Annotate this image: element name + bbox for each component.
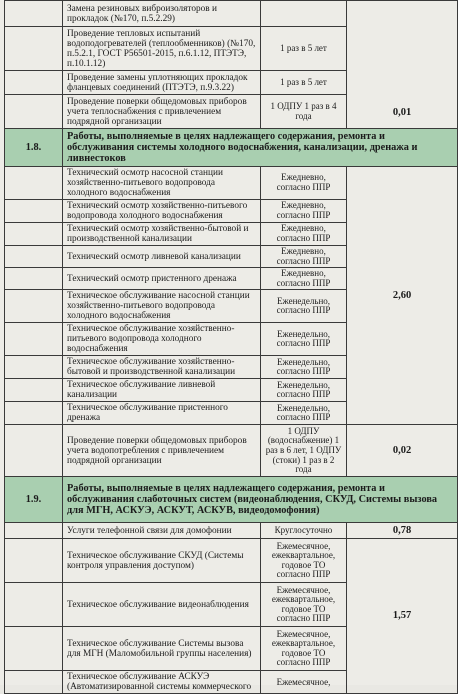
frequency: Еженедельно, согласно ППР — [261, 323, 347, 356]
frequency: Ежедневно, согласно ППР — [261, 246, 347, 268]
number-cell — [5, 200, 63, 223]
work-name: Технический осмотр хозяйственно-питьевого водопровода холодного водоснабжения — [63, 200, 261, 223]
frequency: Ежедневно, согласно ППР — [261, 167, 347, 200]
work-name: Проведение тепловых испытаний водоподогревателей (теплообменников) (№170, п.5.2.1, ГОСТ Р56501-2015, п.6.1.12, ПТЭТЭ, п.10.1.12) — [63, 27, 261, 71]
frequency: Еженедельно, согласно ППР — [261, 290, 347, 323]
section-number: 1.9. — [5, 477, 63, 523]
frequency: 1 ОДПУ (водоснабжение) 1 раз в 6 лет, 1 ОДПУ (стоки) 1 раз в 2 года — [261, 425, 347, 477]
work-name: Техническое обслуживание ливневой канализации — [63, 379, 261, 402]
frequency: Ежедневно, согласно ППР — [261, 268, 347, 290]
frequency: 1 раз в 5 лет — [261, 71, 347, 95]
number-cell — [5, 71, 63, 95]
number-cell — [5, 323, 63, 356]
frequency: Круглосуточно — [261, 523, 347, 539]
number-cell — [5, 167, 63, 200]
number-cell — [5, 402, 63, 425]
table-row — [5, 167, 458, 200]
section-number: 1.8. — [5, 129, 63, 167]
number-cell — [5, 268, 63, 290]
table-row — [5, 425, 458, 477]
frequency: Ежемесячное, ежеквартальное, годовое ТО согласно ППР — [261, 583, 347, 627]
section-title: Работы, выполняемые в целях надлежащего содержания, ремонта и обслуживания системы холодного водоснабжения, канализации, дренажа и ливнестоков — [63, 129, 458, 167]
work-name: Проведение поверки общедомовых приборов учета теплоснабжения с привлечением подрядной организации — [63, 95, 261, 129]
number-cell — [5, 583, 63, 627]
frequency: Ежемесячное, — [261, 671, 347, 694]
work-name: Технический осмотр насосной станции хозяйственно-питьевого водопровода холодного водоснабжения — [63, 167, 261, 200]
number-cell — [5, 627, 63, 671]
table-row — [5, 539, 458, 583]
work-name: Техническое обслуживание АСКУЭ (Автоматизированной системы коммерческого — [63, 671, 261, 694]
work-name: Технический осмотр хозяйственно-бытовой и производственной канализации — [63, 223, 261, 246]
table-row — [5, 1, 458, 27]
work-name: Техническое обслуживание СКУД (Системы контроля управления доступом) — [63, 539, 261, 583]
frequency: Ежедневно, согласно ППР — [261, 200, 347, 223]
frequency: Ежедневно, согласно ППР — [261, 223, 347, 246]
cost-cell: 0,78 — [347, 523, 458, 539]
number-cell — [5, 290, 63, 323]
frequency: Еженедельно, согласно ППР — [261, 356, 347, 379]
number-cell — [5, 539, 63, 583]
number-cell — [5, 379, 63, 402]
section-header-1-9 — [5, 477, 458, 523]
work-name: Техническое обслуживание Системы вызова для МГН (Маломобильной группы населения) — [63, 627, 261, 671]
frequency: 1 раз в 5 лет — [261, 27, 347, 71]
frequency: 1 ОДПУ 1 раз в 4 года — [261, 95, 347, 129]
number-cell — [5, 523, 63, 539]
number-cell — [5, 223, 63, 246]
cost-cell: 2,60 — [347, 167, 458, 425]
frequency: Ежемесячное, ежеквартальное, годовое ТО согласно ППР — [261, 627, 347, 671]
number-cell — [5, 1, 63, 27]
number-cell — [5, 27, 63, 71]
frequency: Еженедельно, согласно ППР — [261, 402, 347, 425]
section-title: Работы, выполняемые в целях надлежащего содержания, ремонта и обслуживания слаботочных систем (видеонаблюдения, СКУД, Системы вызова для МГН, АСКУЭ, АСКУТ, АСКУВ, видеодомофония) — [63, 477, 458, 523]
number-cell — [5, 95, 63, 129]
frequency: Ежемесячное, ежеквартальное, годовое ТО согласно ППР — [261, 539, 347, 583]
number-cell — [5, 356, 63, 379]
work-name: Проведение замены уплотняющих прокладок фланцевых соединений (ПТЭТЭ, п.9.3.22) — [63, 71, 261, 95]
work-name: Технический осмотр пристенного дренажа — [63, 268, 261, 290]
cost-cell: 0,02 — [347, 425, 458, 477]
table-row — [5, 523, 458, 539]
work-name: Техническое обслуживание видеонаблюдения — [63, 583, 261, 627]
work-name: Техническое обслуживание насосной станции хозяйственно-питьевого водопровода холодного водоснабжения — [63, 290, 261, 323]
number-cell — [5, 671, 63, 694]
number-cell — [5, 246, 63, 268]
frequency — [261, 1, 347, 27]
work-name: Технический осмотр ливневой канализации — [63, 246, 261, 268]
section-header-1-8 — [5, 129, 458, 167]
cost-cell: 1,57 — [347, 539, 458, 694]
work-name: Техническое обслуживание хозяйственно-бытовой и производственной канализации — [63, 356, 261, 379]
work-name: Услуги телефонной связи для домофонии — [63, 523, 261, 539]
number-cell — [5, 425, 63, 477]
services-table — [4, 0, 458, 694]
work-name: Техническое обслуживание пристенного дренажа — [63, 402, 261, 425]
frequency: Еженедельно, согласно ППР — [261, 379, 347, 402]
work-name: Замена резиновых виброизоляторов и прокладок (№170, п.5.2.29) — [63, 1, 261, 27]
work-name: Техническое обслуживание хозяйственно-питьевого водопровода холодного водоснабжения — [63, 323, 261, 356]
work-name: Проведение поверки общедомовых приборов учета водопотребления с привлечением подрядной организации — [63, 425, 261, 477]
cost-cell: 0,01 — [347, 1, 458, 129]
